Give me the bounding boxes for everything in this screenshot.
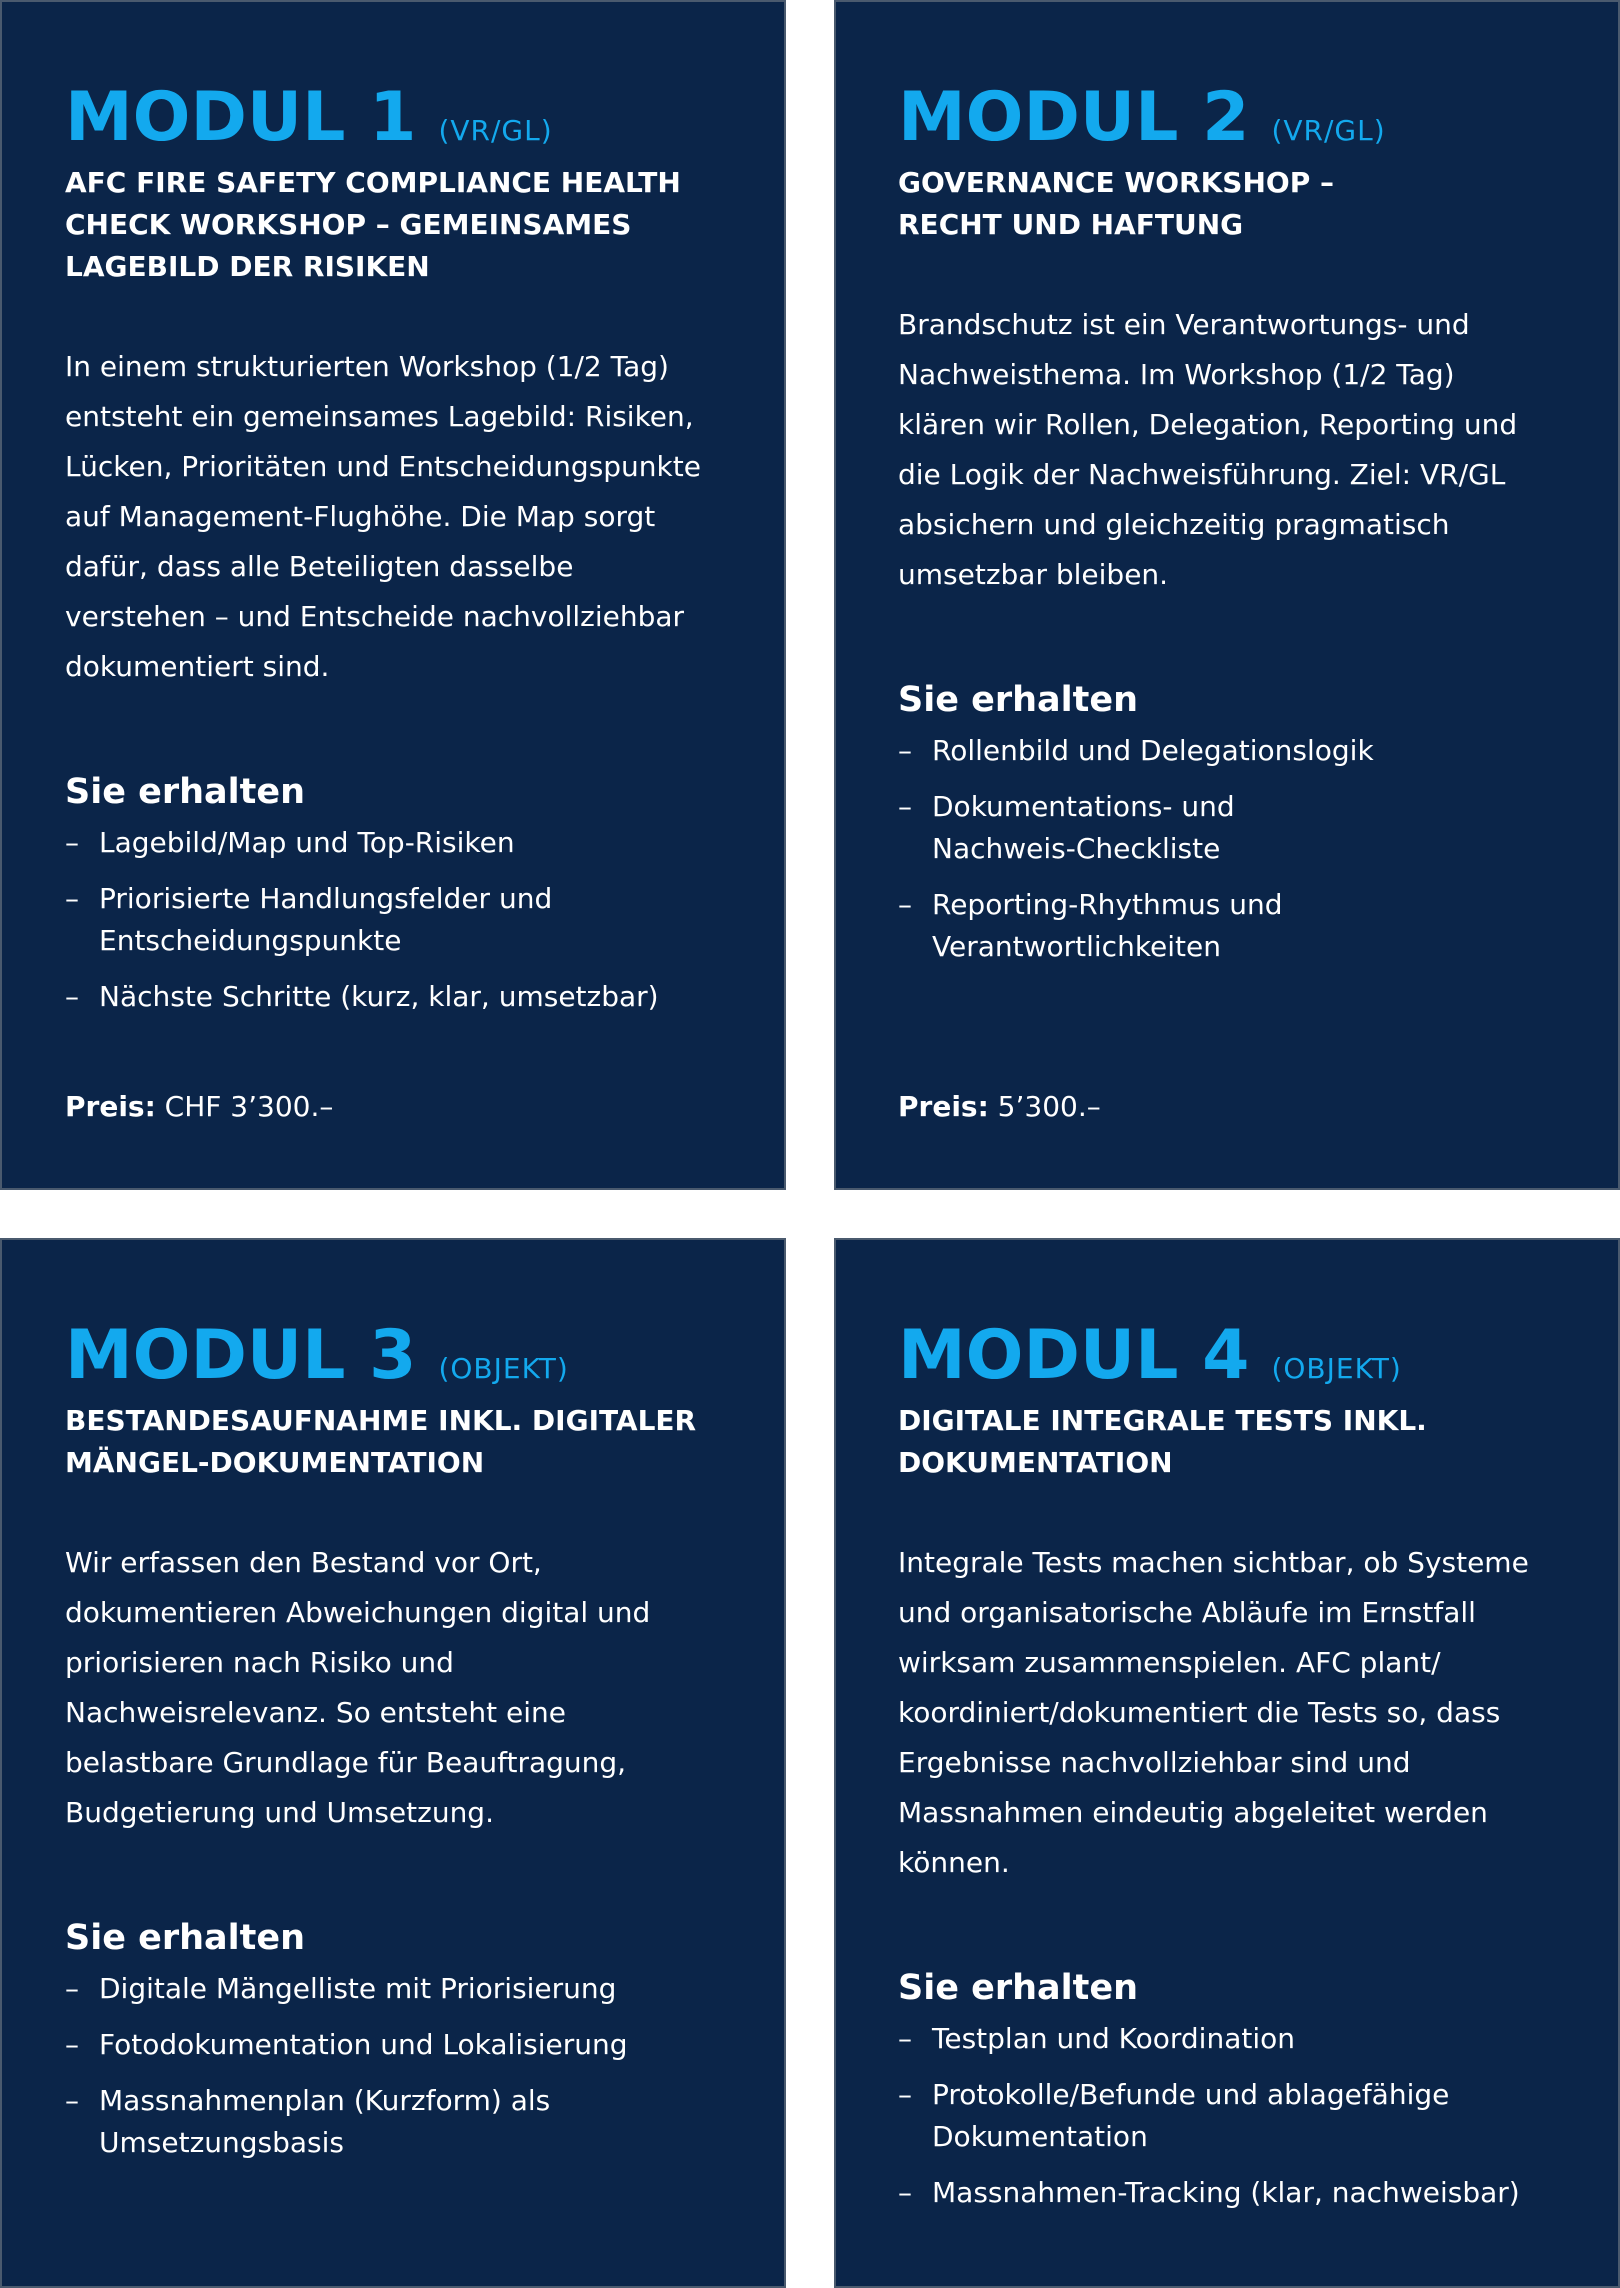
list-item [65, 2080, 744, 2164]
description-line: können. [898, 1846, 1010, 1879]
deliverables-list [898, 730, 1578, 968]
card-title [898, 80, 1578, 156]
list-item [65, 822, 744, 864]
modul-audience-tag: (OBJEKT) [438, 1352, 569, 1385]
modul-subtitle [65, 1400, 744, 1484]
description-line: und organisatorische Abläufe im Ernstfall [898, 1596, 1476, 1629]
modul-number: MODUL 4 [898, 1316, 1250, 1395]
modul-number: MODUL 3 [65, 1316, 417, 1395]
modul-number: MODUL 1 [65, 78, 417, 157]
list-item [65, 878, 744, 962]
description-line: die Logik der Nachweisführung. Ziel: VR/GL [898, 458, 1506, 491]
list-item-line: Umsetzungsbasis [99, 2126, 344, 2159]
modul-price [898, 1087, 1101, 1127]
subtitle-line: MÄNGEL-DOKUMENTATION [65, 1446, 485, 1479]
modul-card-2 [834, 0, 1620, 1190]
modul-subtitle [65, 162, 744, 288]
description-line: Wir erfassen den Bestand vor Ort, [65, 1546, 542, 1579]
subtitle-line: RECHT UND HAFTUNG [898, 208, 1244, 241]
description-line: dokumentiert sind. [65, 650, 330, 683]
card-title [898, 1318, 1588, 1394]
modul-subtitle [898, 1400, 1588, 1484]
modul-description [898, 1538, 1588, 1888]
description-line: Integrale Tests machen sichtbar, ob Systeme [898, 1546, 1529, 1579]
description-line: belastbare Grundlage für Beauftragung, [65, 1746, 627, 1779]
dash-bullet: – [898, 790, 912, 823]
description-line: absichern und gleichzeitig pragmatisch [898, 508, 1450, 541]
list-item-line: Massnahmenplan (Kurzform) als [99, 2084, 551, 2117]
dash-bullet: – [65, 882, 79, 915]
list-item-line: Testplan und Koordination [932, 2022, 1296, 2055]
description-line: Lücken, Prioritäten und Entscheidungspunkte [65, 450, 701, 483]
dash-bullet: – [65, 980, 79, 1013]
sie-erhalten-heading: Sie erhalten [898, 1968, 1139, 2008]
card-content [65, 1318, 744, 2178]
list-item-line: Rollenbild und Delegationslogik [932, 734, 1374, 767]
dash-bullet: – [65, 826, 79, 859]
list-item-line: Priorisierte Handlungsfelder und [99, 882, 553, 915]
modul-subtitle [898, 162, 1578, 246]
description-line: Massnahmen eindeutig abgeleitet werden [898, 1796, 1488, 1829]
subtitle-line: BESTANDESAUFNAHME INKL. DIGITALER [65, 1404, 697, 1437]
dash-bullet: – [898, 2078, 912, 2111]
card-content [65, 80, 744, 1032]
subtitle-line: DOKUMENTATION [898, 1446, 1173, 1479]
list-item-line: Dokumentations- und [932, 790, 1235, 823]
dash-bullet: – [898, 2176, 912, 2209]
card-content [898, 80, 1578, 982]
description-line: koordiniert/dokumentiert die Tests so, dass [898, 1696, 1501, 1729]
list-item [898, 730, 1578, 772]
card-title [65, 1318, 744, 1394]
list-item-line: Reporting-Rhythmus und [932, 888, 1283, 921]
sie-erhalten-heading: Sie erhalten [898, 680, 1139, 720]
dash-bullet: – [65, 2028, 79, 2061]
subtitle-line: CHECK WORKSHOP – GEMEINSAMES [65, 208, 632, 241]
deliverables-list [65, 1968, 744, 2164]
modul-number: MODUL 2 [898, 78, 1250, 157]
list-item [65, 1968, 744, 2010]
description-line: umsetzbar bleiben. [898, 558, 1169, 591]
list-item-line: Dokumentation [932, 2120, 1148, 2153]
list-item-line: Massnahmen-Tracking (klar, nachweisbar) [932, 2176, 1520, 2209]
description-line: Nachweisthema. Im Workshop (1/2 Tag) [898, 358, 1455, 391]
list-item [65, 2024, 744, 2066]
description-line: dafür, dass alle Beteiligten dasselbe [65, 550, 574, 583]
deliverables-list [898, 2018, 1588, 2214]
list-item-line: Verantwortlichkeiten [932, 930, 1221, 963]
description-line: Budgetierung und Umsetzung. [65, 1796, 494, 1829]
description-line: wirksam zusammenspielen. AFC plant/ [898, 1646, 1441, 1679]
modul-audience-tag: (VR/GL) [1271, 114, 1386, 147]
price-label: Preis: [898, 1090, 989, 1123]
sie-erhalten-heading: Sie erhalten [65, 1918, 306, 1958]
dash-bullet: – [898, 2022, 912, 2055]
list-item [898, 884, 1578, 968]
list-item-line: Lagebild/Map und Top-Risiken [99, 826, 515, 859]
list-item [898, 2172, 1588, 2214]
price-value: CHF 3’300.– [155, 1090, 334, 1123]
description-line: priorisieren nach Risiko und [65, 1646, 454, 1679]
description-line: entsteht ein gemeinsames Lagebild: Risiken, [65, 400, 694, 433]
list-item-line: Nachweis-Checkliste [932, 832, 1221, 865]
sie-erhalten-heading: Sie erhalten [65, 772, 306, 812]
modul-audience-tag: (VR/GL) [438, 114, 553, 147]
dash-bullet: – [65, 2084, 79, 2117]
description-line: klären wir Rollen, Delegation, Reporting und [898, 408, 1518, 441]
modul-card-4 [834, 1238, 1620, 2288]
dash-bullet: – [898, 888, 912, 921]
card-title [65, 80, 744, 156]
modul-card-3 [0, 1238, 786, 2288]
list-item-line: Entscheidungspunkte [99, 924, 402, 957]
price-value: 5’300.– [988, 1090, 1101, 1123]
list-item [898, 2074, 1588, 2158]
dash-bullet: – [898, 734, 912, 767]
modul-card-1 [0, 0, 786, 1190]
modul-description [65, 1538, 744, 1838]
card-content [898, 1318, 1588, 2228]
modul-description [65, 342, 744, 692]
list-item [898, 2018, 1588, 2060]
subtitle-line: GOVERNANCE WORKSHOP – [898, 166, 1334, 199]
list-item-line: Fotodokumentation und Lokalisierung [99, 2028, 628, 2061]
list-item-line: Digitale Mängelliste mit Priorisierung [99, 1972, 617, 2005]
description-line: In einem strukturierten Workshop (1/2 Tag) [65, 350, 669, 383]
description-line: auf Management-Flughöhe. Die Map sorgt [65, 500, 656, 533]
description-line: Ergebnisse nachvollziehbar sind und [898, 1746, 1411, 1779]
list-item [898, 786, 1578, 870]
list-item [65, 976, 744, 1018]
subtitle-line: AFC FIRE SAFETY COMPLIANCE HEALTH [65, 166, 681, 199]
description-line: dokumentieren Abweichungen digital und [65, 1596, 651, 1629]
modul-price [65, 1087, 333, 1127]
subtitle-line: LAGEBILD DER RISIKEN [65, 250, 430, 283]
description-line: Brandschutz ist ein Verantwortungs- und [898, 308, 1470, 341]
price-label: Preis: [65, 1090, 156, 1123]
dash-bullet: – [65, 1972, 79, 2005]
list-item-line: Nächste Schritte (kurz, klar, umsetzbar) [99, 980, 659, 1013]
deliverables-list [65, 822, 744, 1018]
modul-description [898, 300, 1578, 600]
modul-audience-tag: (OBJEKT) [1271, 1352, 1402, 1385]
description-line: verstehen – und Entscheide nachvollziehbar [65, 600, 685, 633]
subtitle-line: DIGITALE INTEGRALE TESTS INKL. [898, 1404, 1427, 1437]
description-line: Nachweisrelevanz. So entsteht eine [65, 1696, 566, 1729]
list-item-line: Protokolle/Befunde und ablagefähige [932, 2078, 1450, 2111]
